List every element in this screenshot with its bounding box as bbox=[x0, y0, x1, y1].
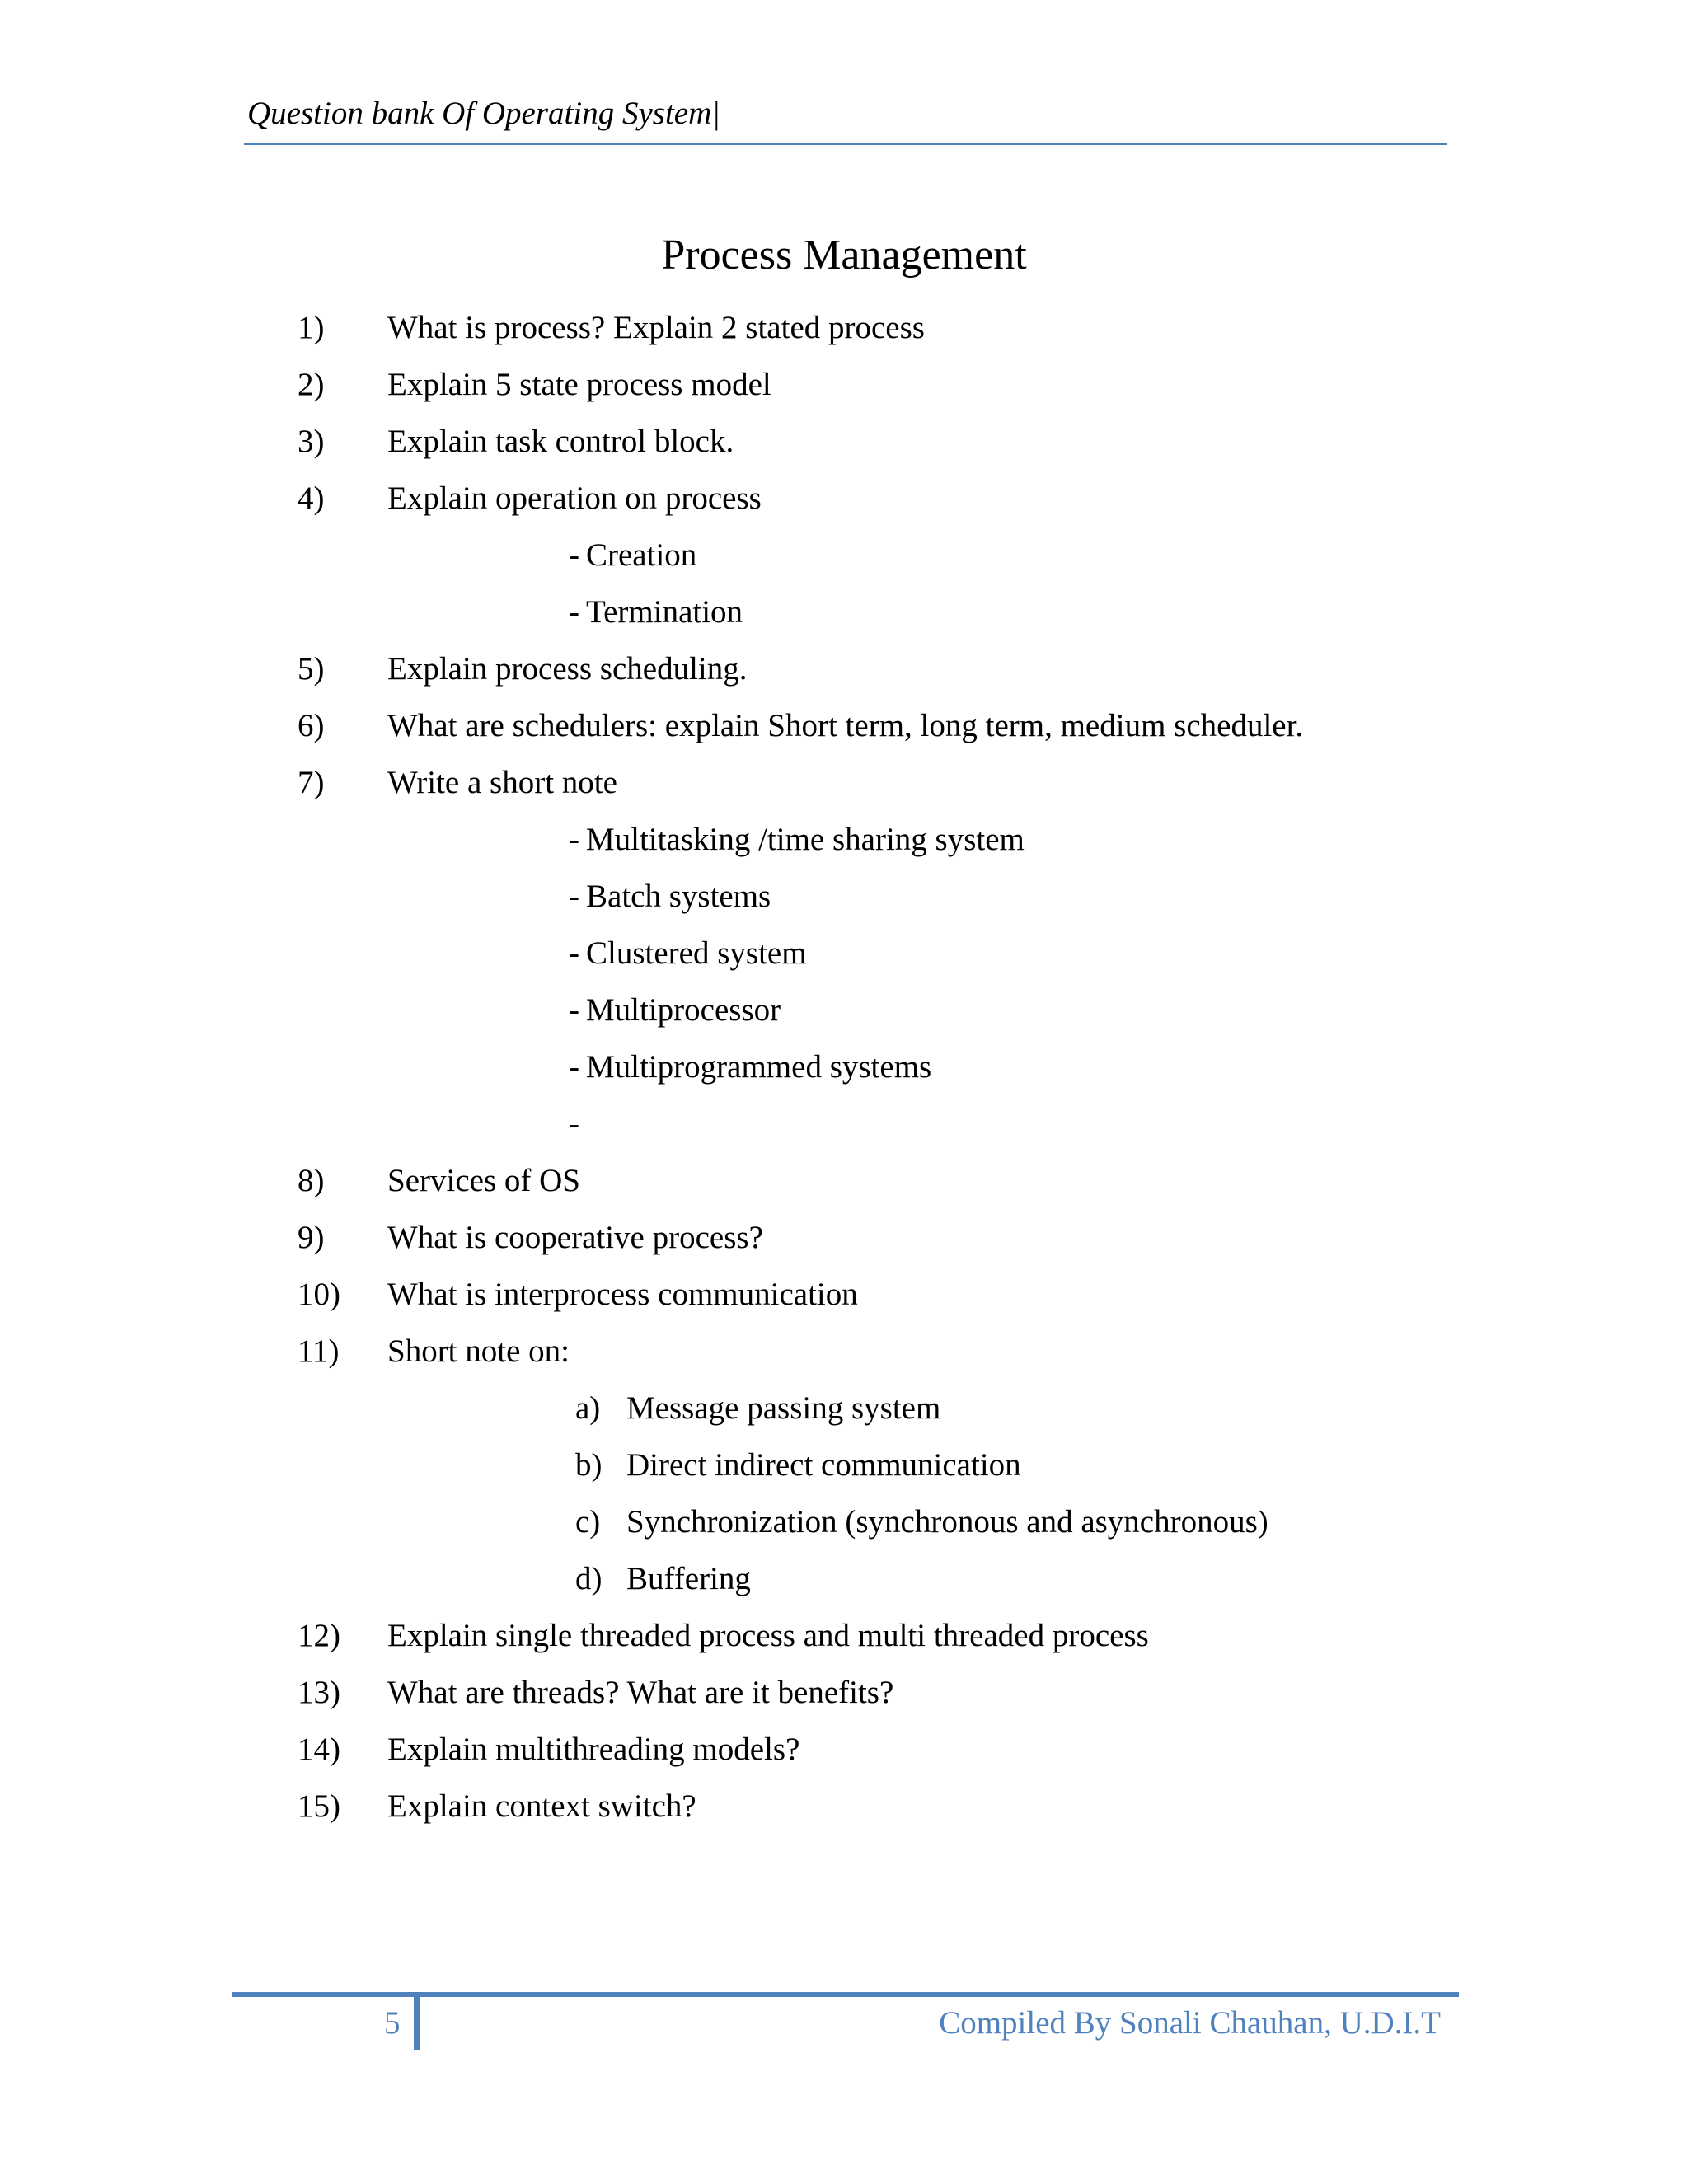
lettered-item-text: Buffering bbox=[626, 1561, 751, 1596]
question-number: 1) bbox=[298, 310, 325, 345]
sub-item-text: Termination bbox=[586, 594, 743, 630]
question-number: 6) bbox=[298, 708, 325, 743]
question-text: Explain multithreading models? bbox=[387, 1732, 800, 1767]
question-number: 10) bbox=[298, 1277, 340, 1312]
compiled-by: Compiled By Sonali Chauhan, U.D.I.T bbox=[939, 2005, 1441, 2041]
sub-item-text: Multiprocessor bbox=[586, 992, 781, 1028]
question-text: What are schedulers: explain Short term, long term, medium scheduler. bbox=[387, 708, 1304, 743]
page-number: 5 bbox=[384, 2005, 401, 2041]
sub-item-text: Clustered system bbox=[586, 935, 807, 971]
question-text: Services of OS bbox=[387, 1163, 580, 1198]
dash-bullet: - bbox=[569, 537, 579, 573]
question-number: 11) bbox=[298, 1333, 340, 1369]
lettered-item-text: Synchronization (synchronous and asynchronous) bbox=[626, 1504, 1268, 1540]
dash-bullet: - bbox=[569, 822, 579, 857]
sub-item-text: Batch systems bbox=[586, 879, 771, 914]
sub-item-text: Multitasking /time sharing system bbox=[586, 822, 1025, 857]
question-text: Write a short note bbox=[387, 765, 617, 800]
sub-item-text: Multiprogrammed systems bbox=[586, 1049, 932, 1085]
question-text: Explain task control block. bbox=[387, 424, 734, 459]
lettered-item-text: Message passing system bbox=[626, 1390, 941, 1426]
question-number: 3) bbox=[298, 424, 325, 459]
question-number: 4) bbox=[298, 480, 325, 516]
question-text: Explain process scheduling. bbox=[387, 651, 748, 687]
sub-item-text: Creation bbox=[586, 537, 697, 573]
header-rule bbox=[244, 143, 1447, 145]
footer-divider bbox=[414, 1994, 420, 2050]
dash-bullet: - bbox=[569, 1049, 579, 1085]
question-number: 5) bbox=[298, 651, 325, 687]
question-number: 14) bbox=[298, 1732, 340, 1767]
dash-bullet: - bbox=[569, 594, 579, 630]
dash-bullet: - bbox=[569, 1106, 579, 1141]
question-number: 8) bbox=[298, 1163, 325, 1198]
lettered-item-text: Direct indirect communication bbox=[626, 1447, 1021, 1483]
dash-bullet: - bbox=[569, 992, 579, 1028]
question-number: 9) bbox=[298, 1220, 325, 1255]
question-text: What is interprocess communication bbox=[387, 1277, 858, 1312]
item-letter: a) bbox=[575, 1390, 601, 1426]
question-number: 13) bbox=[298, 1675, 340, 1710]
question-number: 7) bbox=[298, 765, 325, 800]
question-text: Explain operation on process bbox=[387, 480, 762, 516]
question-text: Explain 5 state process model bbox=[387, 367, 771, 402]
dash-bullet: - bbox=[569, 935, 579, 971]
header-title: Question bank Of Operating System| bbox=[247, 96, 720, 131]
question-text: What is process? Explain 2 stated process bbox=[387, 310, 925, 345]
question-number: 12) bbox=[298, 1618, 340, 1653]
item-letter: d) bbox=[575, 1561, 603, 1596]
question-number: 15) bbox=[298, 1788, 340, 1824]
question-text: Short note on: bbox=[387, 1333, 570, 1369]
page-title: Process Management bbox=[661, 232, 1027, 279]
item-letter: c) bbox=[575, 1504, 601, 1540]
question-text: What is cooperative process? bbox=[387, 1220, 763, 1255]
question-text: Explain context switch? bbox=[387, 1788, 696, 1824]
question-number: 2) bbox=[298, 367, 325, 402]
question-text: What are threads? What are it benefits? bbox=[387, 1675, 894, 1710]
dash-bullet: - bbox=[569, 879, 579, 914]
item-letter: b) bbox=[575, 1447, 603, 1483]
question-text: Explain single threaded process and multi threaded process bbox=[387, 1618, 1149, 1653]
